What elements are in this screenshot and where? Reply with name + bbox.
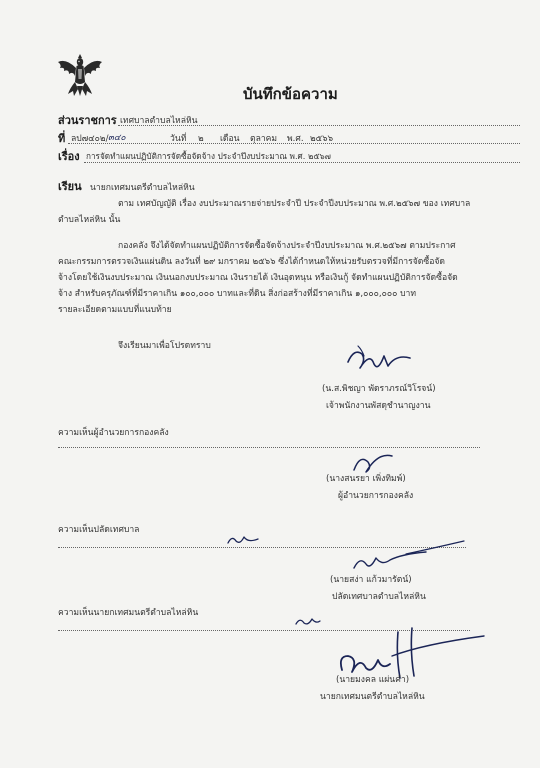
- signer1-position: เจ้าพนักงานพัสดุชำนาญงาน: [326, 401, 431, 411]
- para2-line3: จ้างโดยใช้เงินงบประมาณ เงินนอกงบประมาณ เงินรายได้ เงินอุดหนุน หรือเงินกู้ จัดทำแผนปฏิบัติการจัดซื้อจัด: [58, 273, 458, 283]
- ref-value: ลป๗๔๐๒/: [71, 134, 109, 144]
- opinion2-initial-scribble: [226, 533, 260, 547]
- para1-line2: ตำบลไหล่หิน นั้น: [58, 215, 121, 225]
- para2-line5: รายละเอียดตามแบบที่แนบท้าย: [58, 305, 172, 315]
- garuda-emblem-icon: [56, 52, 104, 98]
- opinion1-label: ความเห็นผู้อำนวยการกองคลัง: [58, 428, 169, 438]
- memo-title: บันทึกข้อความ: [243, 85, 338, 103]
- opinion3-label: ความเห็นนายกเทศมนตรีตำบลไหล่หิน: [58, 608, 199, 618]
- month-label: เดือน: [220, 134, 240, 144]
- subject-label: เรื่อง: [58, 150, 80, 163]
- ref-handwritten-number: ๓๔๐: [108, 133, 126, 143]
- ref-label: ที่: [58, 132, 66, 145]
- signer4-position: นายกเทศมนตรีตำบลไหล่หิน: [320, 692, 425, 702]
- para2-line2: คณะกรรมการตรวจเงินแผ่นดิน ลงวันที่ ๒๙ มกราคม ๒๕๖๖ ซึ่งได้กำหนดให้หน่วยรับตรวจที่มีการจัดซื้อจัด: [58, 257, 445, 267]
- para2-line4: จ้าง สำหรับครุภัณฑ์ที่มีราคาเกิน ๑๐๐,๐๐๐ บาทและที่ดิน สิ่งก่อสร้างที่มีราคาเกิน ๑,๐๐๐,๐๐๐ บาท: [58, 289, 417, 299]
- opinion1-dotted-line: [58, 447, 480, 448]
- to-label: เรียน: [58, 180, 82, 193]
- subject-value: การจัดทำแผนปฏิบัติการจัดซื้อจัดจ้าง ประจำปีงบประมาณ พ.ศ. ๒๕๖๗: [86, 151, 331, 161]
- signer3-position: ปลัดเทศบาลตำบลไหล่หิน: [332, 592, 426, 602]
- date-day: ๒: [198, 134, 204, 144]
- signer3-name: (นายสง่า แก้วมารัตน์): [330, 575, 412, 585]
- signer2-position: ผู้อำนวยการกองคลัง: [338, 491, 414, 501]
- date-label: วันที่: [170, 134, 187, 144]
- signature-3: [350, 548, 430, 574]
- opinion3-initial-scribble: [294, 614, 322, 628]
- date-month: ตุลาคม: [250, 134, 278, 144]
- signer2-name: (นางสนรยา เพิ่งทิมพ์): [326, 474, 406, 484]
- to-value: นายกเทศมนตรีตำบลไหล่หิน: [90, 183, 195, 193]
- para2-line1: กองคลัง จึงได้จัดทำแผนปฏิบัติการจัดซื้อจัดจ้างประจำปีงบประมาณ พ.ศ.๒๕๖๗ ตามประกาศ: [118, 241, 456, 251]
- agency-dotted-line: [118, 125, 520, 126]
- subject-dotted-line: [84, 162, 520, 163]
- para1-line1: ตาม เทศบัญญัติ เรื่อง งบประมาณรายจ่ายประจำปี ประจำปีงบประมาณ พ.ศ.๒๕๖๗ ของ เทศบาล: [118, 199, 471, 209]
- opinion2-label: ความเห็นปลัดเทศบาล: [58, 525, 140, 535]
- signer1-name: (น.ส.พิชญา พัดราภรณ์วิโรจน์): [322, 384, 436, 394]
- year-label: พ.ศ.: [287, 134, 304, 144]
- closing-text: จึงเรียนมาเพื่อโปรดทราบ: [118, 341, 211, 351]
- ref-dotted-line: [68, 143, 520, 144]
- date-year: ๒๕๖๖: [310, 134, 334, 144]
- signer4-name: (นายมงคล แผ่นคำ): [336, 675, 410, 685]
- signature-1: [340, 342, 414, 378]
- agency-value: เทศบาลตำบลไหล่หิน: [120, 116, 198, 126]
- agency-label: ส่วนราชการ: [58, 114, 117, 127]
